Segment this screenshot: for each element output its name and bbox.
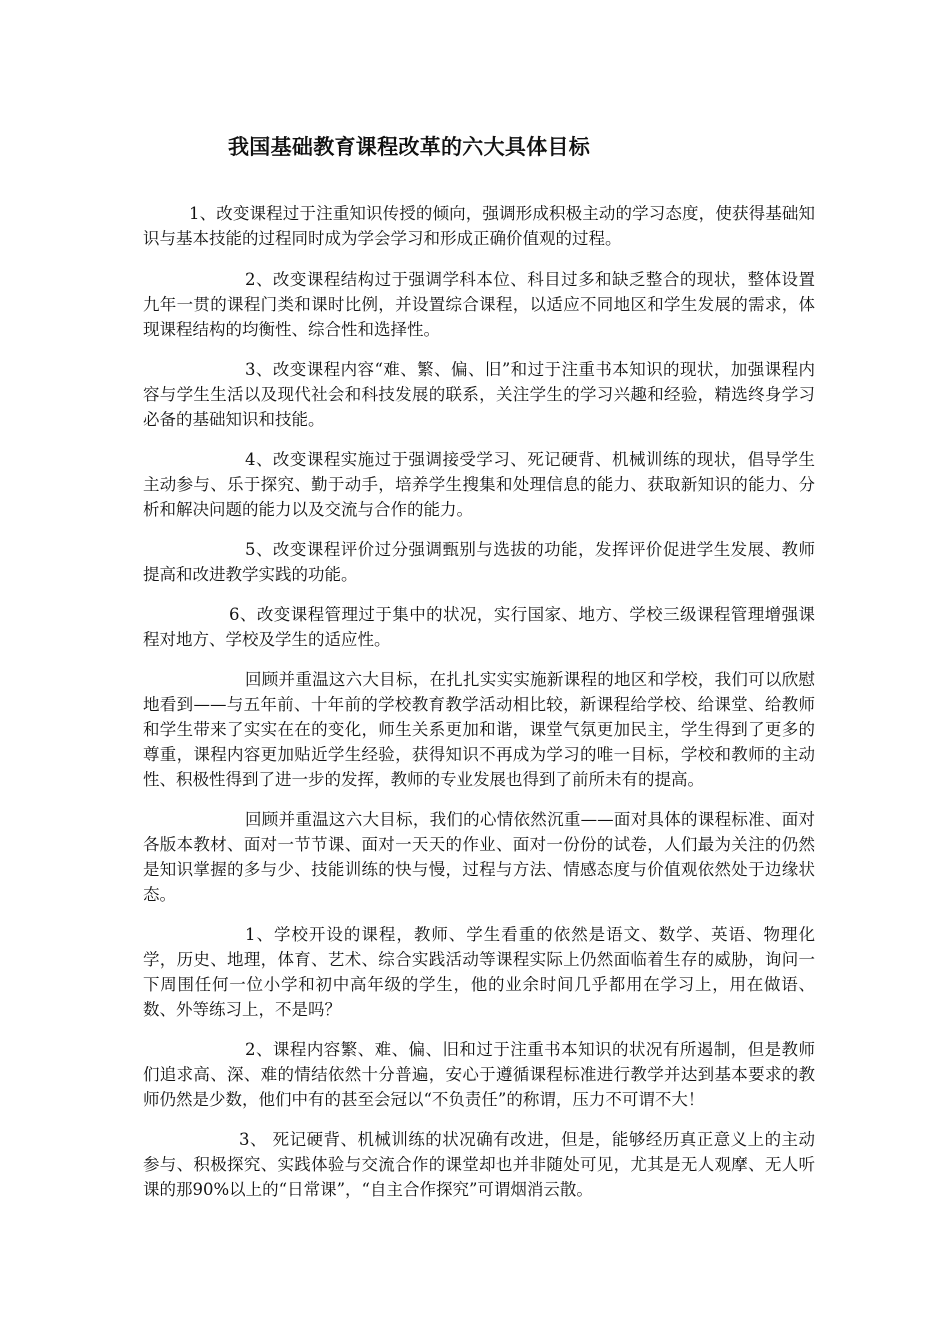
review-paragraph-concern: 回顾并重温这六大目标，我们的心情依然沉重——面对具体的课程标准、面对各版本教材、面对一节节课、面对一天天的作业、面对一份份的试卷，人们最为关注的仍然是知识掌握的多与少、技能训练的快与慢，过程与方法、情感态度与价值观依然处于边缘状态。: [143, 810, 815, 904]
goal-paragraph-3: 3、改变课程内容“难、繁、偏、旧”和过于注重书本知识的现状，加强课程内容与学生生活以及现代社会和科技发展的联系，关注学生的学习兴趣和经验，精选终身学习必备的基础知识和技能。: [143, 360, 815, 429]
issue-paragraph-3: 3、 死记硬背、机械训练的状况确有改进，但是，能够经历真正意义上的主动参与、积极探究、实践体验与交流合作的课堂却也并非随处可见，尤其是无人观摩、无人听课的那90%以上的“日常课”，“自主合作探究”可谓烟消云散。: [143, 1130, 815, 1199]
goal-paragraph-2: 2、改变课程结构过于强调学科本位、科目过多和缺乏整合的现状，整体设置九年一贯的课程门类和课时比例，并设置综合课程，以适应不同地区和学生发展的需求，体现课程结构的均衡性、综合性和选择性。: [143, 270, 815, 339]
issue-paragraph-2: 2、课程内容繁、难、偏、旧和过于注重书本知识的状况有所遏制，但是教师们追求高、深、难的情结依然十分普遍，安心于遵循课程标准进行教学并达到基本要求的教师仍然是少数，他们中有的甚至会冠以“不负责任”的称谓，压力不可谓不大！: [143, 1040, 815, 1109]
document-body: [143, 201, 815, 1202]
goal-paragraph-4: 4、改变课程实施过于强调接受学习、死记硬背、机械训练的现状，倡导学生主动参与、乐于探究、勤于动手，培养学生搜集和处理信息的能力、获取新知识的能力、分析和解决问题的能力以及交流与合作的能力。: [143, 450, 815, 519]
goal-paragraph-1: 1、改变课程过于注重知识传授的倾向，强调形成积极主动的学习态度，使获得基础知识与基本技能的过程同时成为学会学习和形成正确价值观的过程。: [143, 204, 815, 248]
goal-paragraph-6: 6、改变课程管理过于集中的状况，实行国家、地方、学校三级课程管理增强课程对地方、学校及学生的适应性。: [143, 605, 815, 649]
issue-paragraph-1: 1、学校开设的课程，教师、学生看重的依然是语文、数学、英语、物理化学，历史、地理，体育、艺术、综合实践活动等课程实际上仍然面临着生存的威胁，询问一下周围任何一位小学和初中高年级的学生，他的业余时间几乎都用在学习上，用在做语、数、外等练习上，不是吗？: [143, 925, 815, 1019]
document-title: 我国基础教育课程改革的六大具体目标: [228, 134, 591, 159]
goal-paragraph-5: 5、改变课程评价过分强调甄别与选拔的功能，发挥评价促进学生发展、教师提高和改进教学实践的功能。: [143, 540, 815, 584]
review-paragraph-positive: 回顾并重温这六大目标，在扎扎实实实施新课程的地区和学校，我们可以欣慰地看到——与五年前、十年前的学校教育教学活动相比较，新课程给学校、给课堂、给教师和学生带来了实实在在的变化，师生关系更加和谐，课堂气氛更加民主，学生得到了更多的尊重，课程内容更加贴近学生经验，获得知识不再成为学习的唯一目标，学校和教师的主动性、积极性得到了进一步的发挥，教师的专业发展也得到了前所未有的提高。: [143, 670, 815, 789]
